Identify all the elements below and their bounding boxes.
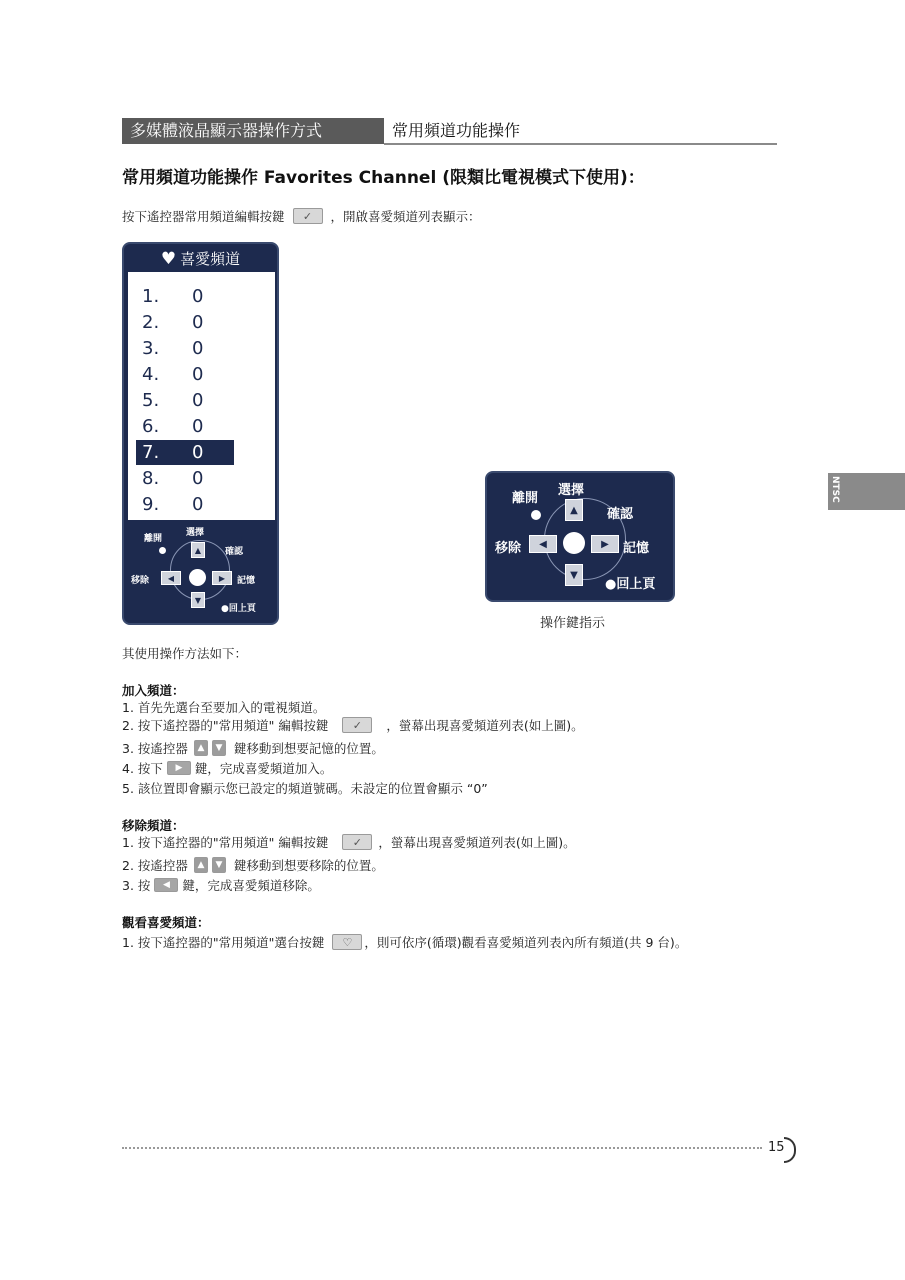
list-item[interactable] xyxy=(136,414,234,439)
remove-step-3-text-a: 3. 按 xyxy=(122,878,151,893)
row-number: 9. xyxy=(142,494,160,515)
row-number: 8. xyxy=(142,468,160,489)
row-value: 0 xyxy=(192,338,204,359)
add-step-4-text-a: 4. 按下 xyxy=(122,761,163,776)
list-item-selected[interactable] xyxy=(136,440,234,465)
row-number: 6. xyxy=(142,416,160,437)
watch-step-1-text-a: 1. 按下遙控器的"常用頻道"選台按鍵 xyxy=(122,935,325,950)
remove-step-2 xyxy=(122,856,384,874)
header-divider xyxy=(384,143,777,145)
remove-step-3 xyxy=(122,876,320,894)
intro-before: 按下遙控器常用頻道編輯按鍵 xyxy=(122,209,285,224)
remote-caption: 操作鍵指示 xyxy=(540,616,606,631)
remove-heading: 移除頻道： xyxy=(122,818,185,833)
section-header: 多媒體液晶顯示器操作方式 xyxy=(122,118,384,144)
add-step-2-text-a: 2. 按下遙控器的"常用頻道" 編輯按鍵 xyxy=(122,718,329,733)
remove-step-2-text-b: 鍵移動到想要移除的位置。 xyxy=(233,858,384,873)
add-step-2 xyxy=(122,716,584,734)
remove-step-1 xyxy=(122,833,576,851)
remove-step-2-text-a: 2. 按遙控器 xyxy=(122,858,188,873)
row-number: 5. xyxy=(142,390,160,411)
left-key-icon: ◀ xyxy=(154,878,178,892)
ok-button-icon xyxy=(563,532,585,554)
row-value: 0 xyxy=(192,286,204,307)
left-arrow-icon: ◀ xyxy=(161,571,181,585)
select-label: 選擇 xyxy=(558,483,585,498)
add-step-3 xyxy=(122,739,384,757)
watch-step-1-text-b: ，則可依序(循環)觀看喜愛頻道列表內所有頻道(共 9 台)。 xyxy=(364,935,688,950)
row-value: 0 xyxy=(192,312,204,333)
confirm-label: 確認 xyxy=(607,507,634,522)
side-tab-label: NTSC xyxy=(830,476,840,503)
list-item[interactable] xyxy=(136,310,234,335)
row-number: 4. xyxy=(142,364,160,385)
add-step-5: 5. 該位置即會顯示您已設定的頻道號碼。未設定的位置會顯示 “0” xyxy=(122,781,488,796)
page-number: 15 xyxy=(768,1140,785,1155)
ok-button-icon xyxy=(189,569,206,586)
list-item[interactable] xyxy=(136,466,234,491)
add-step-4 xyxy=(122,759,332,777)
remove-step-1-text-b: ，螢幕出現喜愛頻道列表(如上圖)。 xyxy=(378,835,576,850)
edit-key-check-icon: ✓ xyxy=(342,834,372,850)
add-heading: 加入頻道： xyxy=(122,683,185,698)
exit-dot-icon xyxy=(159,547,166,554)
right-arrow-icon: ▶ xyxy=(591,535,619,553)
row-number: 2. xyxy=(142,312,160,333)
topic-header: 常用頻道功能操作 xyxy=(392,121,521,140)
add-step-1: 1. 首先先選台至要加入的電視頻道。 xyxy=(122,700,326,715)
favorites-list xyxy=(127,271,276,521)
edit-key-check-icon: ✓ xyxy=(293,208,323,224)
down-arrow-icon: ▼ xyxy=(191,592,205,608)
row-value: 0 xyxy=(192,494,204,515)
remove-step-1-text-a: 1. 按下遙控器的"常用頻道" 編輯按鍵 xyxy=(122,835,329,850)
ntsc-side-tab xyxy=(828,473,905,510)
favorites-panel-title xyxy=(124,248,277,269)
footer-dotted-rule xyxy=(122,1147,762,1149)
remove-step-3-text-b: 鍵，完成喜愛頻道移除。 xyxy=(182,878,320,893)
add-step-3-text-b: 鍵移動到想要記憶的位置。 xyxy=(233,741,384,756)
left-arrow-icon: ◀ xyxy=(529,535,557,553)
watch-key-heart-icon: ♡ xyxy=(332,934,362,950)
row-value: 0 xyxy=(192,364,204,385)
back-label: ●回上頁 xyxy=(221,604,256,614)
page-title: 常用頻道功能操作 Favorites Channel (限類比電視模式下使用)： xyxy=(122,168,645,188)
row-number: 7. xyxy=(142,442,160,463)
page-number-bracket-icon xyxy=(784,1137,796,1163)
add-step-3-text-a: 3. 按遙控器 xyxy=(122,741,188,756)
up-arrow-icon: ▲ xyxy=(565,499,583,521)
exit-label: 離開 xyxy=(512,491,539,506)
row-value: 0 xyxy=(192,468,204,489)
memory-label: 記憶 xyxy=(237,576,256,586)
down-arrow-icon: ▼ xyxy=(565,564,583,586)
right-arrow-icon: ▶ xyxy=(212,571,232,585)
list-item[interactable] xyxy=(136,336,234,361)
usage-intro: 其使用操作方法如下： xyxy=(122,646,248,661)
exit-label: 離開 xyxy=(144,534,163,544)
memory-label: 記憶 xyxy=(623,541,650,556)
up-key-icon: ▲ xyxy=(194,857,208,873)
edit-key-check-icon: ✓ xyxy=(342,717,372,733)
heart-icon: ♥ xyxy=(160,248,177,269)
favorites-title-text: 喜愛頻道 xyxy=(180,250,241,268)
panel-remote-legend xyxy=(124,522,277,622)
up-key-icon: ▲ xyxy=(194,740,208,756)
back-label: ●回上頁 xyxy=(605,577,656,592)
add-step-2-text-b: ，螢幕出現喜愛頻道列表(如上圖)。 xyxy=(386,718,584,733)
intro-line xyxy=(122,207,481,225)
remove-label: 移除 xyxy=(495,541,522,556)
add-step-4-text-b: 鍵，完成喜愛頻道加入。 xyxy=(194,761,333,776)
down-key-icon: ▼ xyxy=(212,740,226,756)
list-item[interactable] xyxy=(136,492,234,517)
list-item[interactable] xyxy=(136,388,234,413)
remote-legend xyxy=(485,471,675,602)
row-number: 3. xyxy=(142,338,160,359)
intro-after: ，開啟喜愛頻道列表顯示： xyxy=(330,209,481,224)
remove-label: 移除 xyxy=(131,576,150,586)
row-value: 0 xyxy=(192,442,204,463)
row-number: 1. xyxy=(142,286,160,307)
exit-dot-icon xyxy=(531,510,541,520)
row-value: 0 xyxy=(192,416,204,437)
down-key-icon: ▼ xyxy=(212,857,226,873)
list-item[interactable] xyxy=(136,284,234,309)
confirm-label: 確認 xyxy=(225,547,244,557)
row-value: 0 xyxy=(192,390,204,411)
select-label: 選擇 xyxy=(186,528,205,538)
watch-step-1 xyxy=(122,933,687,951)
up-arrow-icon: ▲ xyxy=(191,542,205,558)
right-key-icon: ▶ xyxy=(167,761,191,775)
list-item[interactable] xyxy=(136,362,234,387)
watch-heading: 觀看喜愛頻道： xyxy=(122,915,210,930)
favorites-panel xyxy=(122,242,279,625)
